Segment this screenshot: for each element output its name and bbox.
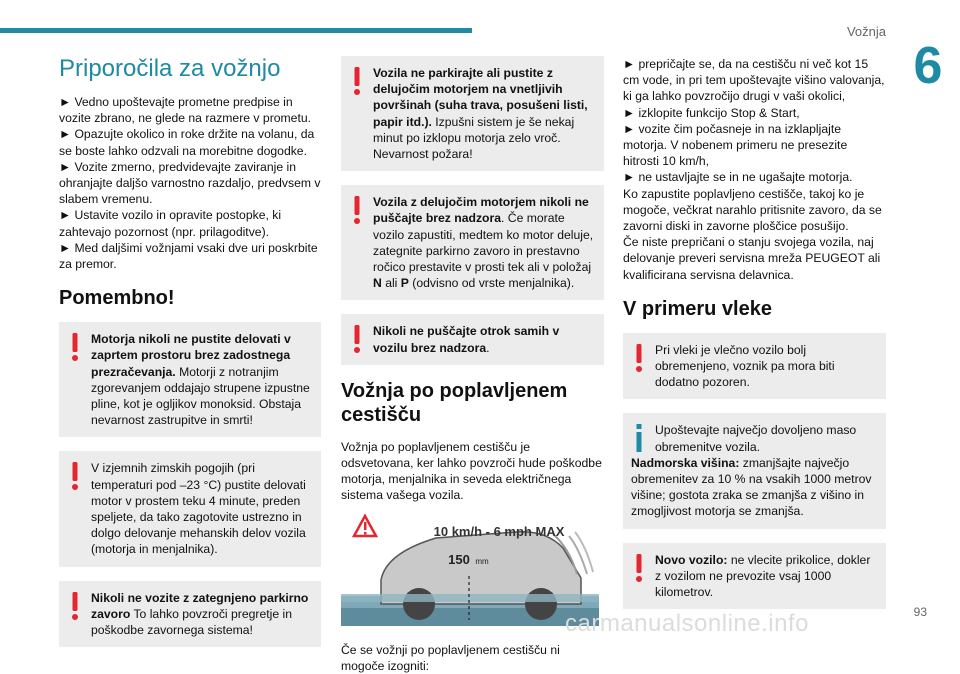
flood-step-3: ► vozite čim počasneje in na izklapljajte motorja. V nobenem primeru ne presezite hitrosti 10 km/h, xyxy=(623,121,848,169)
column-1 xyxy=(59,56,321,661)
column-3 xyxy=(623,56,886,623)
warning-text: ne vlecite prikolice, dokler z vozilom ne prevozite vsaj 1000 kilometrov. xyxy=(655,552,871,600)
warning-text: ali xyxy=(381,276,401,291)
warning-icon xyxy=(351,324,363,354)
warning-icon xyxy=(633,553,645,583)
info-text-2: zmanjšajte največjo obremenitev za 10 % na vsakih 1000 metrov višine; gostota zraka se zmanjša z višino in zmogljivost motorja se zmanjša. xyxy=(631,455,872,519)
info-icon xyxy=(633,423,645,453)
warning-box-winter xyxy=(59,451,321,566)
warning-bold-text: Vozila z delujočim motorjem nikoli ne puščajte brez nadzora xyxy=(373,195,589,226)
warning-bold-text: Motorja nikoli ne pustite delovati v zaprtem prostoru brez zadostnega prezračevanja. xyxy=(91,332,291,379)
warning-text: . xyxy=(486,340,490,355)
watermark: carmanualsonline.info xyxy=(565,610,809,637)
warning-text: (odvisno od vrste menjalnika). xyxy=(408,276,575,291)
bullet-5: ► Med daljšimi vožnjami vsaki dve uri poskrbite za premor. xyxy=(59,240,318,272)
warning-text: Motorji z notranjim zgorevanjem oddajajo strupene izpustne pline, kot je ogljikov monoksid. Obstaja nevarnost zastrupitve in smrti! xyxy=(91,364,310,428)
bullet-4: ► Ustavite vozilo in opravite postopke, ki zahtevajo pozornost (npr. prilagoditve). xyxy=(59,208,282,239)
warning-bold-text: Nikoli ne vozite z zategnjeno parkirno zavoro xyxy=(91,590,309,621)
heading-towing: V primeru vleke xyxy=(623,297,772,320)
warning-icon xyxy=(633,343,645,373)
warning-box-flammable xyxy=(341,56,604,171)
heading-flooded-road: Vožnja po poplavljenem cestišču xyxy=(341,379,568,426)
header-accent-bar xyxy=(0,28,472,33)
warning-box-unattended xyxy=(341,185,604,300)
warning-text: Izpušni sistem je še nekaj minut po izklopu motorja zelo vroč. Nevarnost požara! xyxy=(373,114,575,162)
flood-step-2: ► izklopite funkcijo Stop & Start, xyxy=(623,105,800,120)
warning-text: To lahko povzroči pregretje in poškodbe zavornega sistema! xyxy=(91,606,292,638)
warning-icon xyxy=(69,591,81,621)
column-2 xyxy=(341,56,604,674)
info-box-load xyxy=(623,413,886,528)
warning-box-parking-brake xyxy=(59,581,321,648)
speed-limit-label: 10 km/h - 6 mph MAX xyxy=(433,523,565,539)
section-title: Vožnja xyxy=(846,24,886,39)
depth-value: 150 xyxy=(448,551,470,567)
bullet-3: ► Vozite zmerno, predvidevajte zaviranje in ohranjajte daljšo varnostno razdaljo, predvsem v slabem vremenu. xyxy=(59,159,321,207)
warning-icon xyxy=(69,332,81,362)
warning-text: Pri vleki je vlečno vozilo bolj obremenjeno, voznik pa mora biti dodatno pozoren. xyxy=(655,342,835,390)
warning-box-towing xyxy=(623,333,886,400)
after-figure-paragraph: Če se vožnji po poplavljenem cestišču ni mogoče izogniti: xyxy=(341,642,560,674)
flood-step-1: ► prepričajte se, da na cestišču ni več kot 15 cm vode, in pri tem upoštevajte višino valovanja, ki ga lahko povzročijo drugi v vaši okolici, xyxy=(623,57,885,104)
gear-p: P xyxy=(400,276,409,291)
heading-driving-recommendations: Priporočila za vožnjo xyxy=(59,55,281,82)
depth-unit: mm xyxy=(475,556,489,566)
warning-text: . Če morate vozilo zapustiti, medtem ko motor deluje, zategnite parkirno zavoro in prestavno ročico prestavite v prosti tek ali v položaj xyxy=(373,211,594,275)
bullet-1: ► Vedno upoštevajte prometne predpise in vozite zbrano, ne glede na razmere v prometu. xyxy=(59,95,312,126)
warning-bold-text: Novo vozilo: xyxy=(655,552,728,567)
gear-n: N xyxy=(373,276,382,291)
warning-icon xyxy=(351,66,363,96)
flood-service-paragraph: Če niste prepričani o stanju svojega vozila, naj delovanje preveri servisna mreža PEUGEOT ali kvalificirana servisna delavnica. xyxy=(623,235,881,282)
warning-box-ventilation xyxy=(59,322,321,437)
info-bold-text: Nadmorska višina: xyxy=(631,455,740,470)
flooded-road-illustration xyxy=(341,508,599,626)
chapter-number: 6 xyxy=(913,37,943,95)
bullet-2: ► Opazujte okolico in roke držite na volanu, da se boste lahko odzvali na morebitne dogodke. xyxy=(59,127,315,158)
flood-paragraph: Vožnja po poplavljenem cestišču je odsvetovana, ker lahko povzroči hude poškodbe motorja, menjalnika in seveda električnega sistema vašega vozila. xyxy=(341,439,602,503)
warning-icon xyxy=(69,461,81,491)
warning-text: V izjemnih zimskih pogojih (pri temperaturi pod –23 °C) pustite delovati motor v prostem teku 4 minute, preden speljete, da tako zagotovite ustrezno in dolgo delovanje mehanskih delov vozila (motorja in menjalnika). xyxy=(91,461,306,557)
info-text: Upoštevajte največjo dovoljeno maso obremenitve vozila. xyxy=(655,423,857,454)
flood-after-paragraph: Ko zapustite poplavljeno cestišče, takoj ko je mogoče, večkrat narahlo pritisnite zavoro, da se zavorni diski in zavorne ploščice posušijo. xyxy=(623,186,882,234)
flood-step-4: ► ne ustavljajte se in ne ugašajte motorja. xyxy=(623,170,853,185)
warning-box-children xyxy=(341,314,604,364)
warning-box-new-vehicle xyxy=(623,543,886,610)
warning-icon xyxy=(351,195,363,225)
warning-bold-text: Nikoli ne puščajte otrok samih v vozilu brez nadzora xyxy=(373,324,560,355)
heading-important: Pomembno! xyxy=(59,287,175,310)
warning-bold-text: Vozila ne parkirajte ali pustite z delujočim motorjem na vnetljivih površinah (suha trava, posušeni listi, papir itd.). xyxy=(373,66,588,129)
page-number: 93 xyxy=(913,605,927,619)
